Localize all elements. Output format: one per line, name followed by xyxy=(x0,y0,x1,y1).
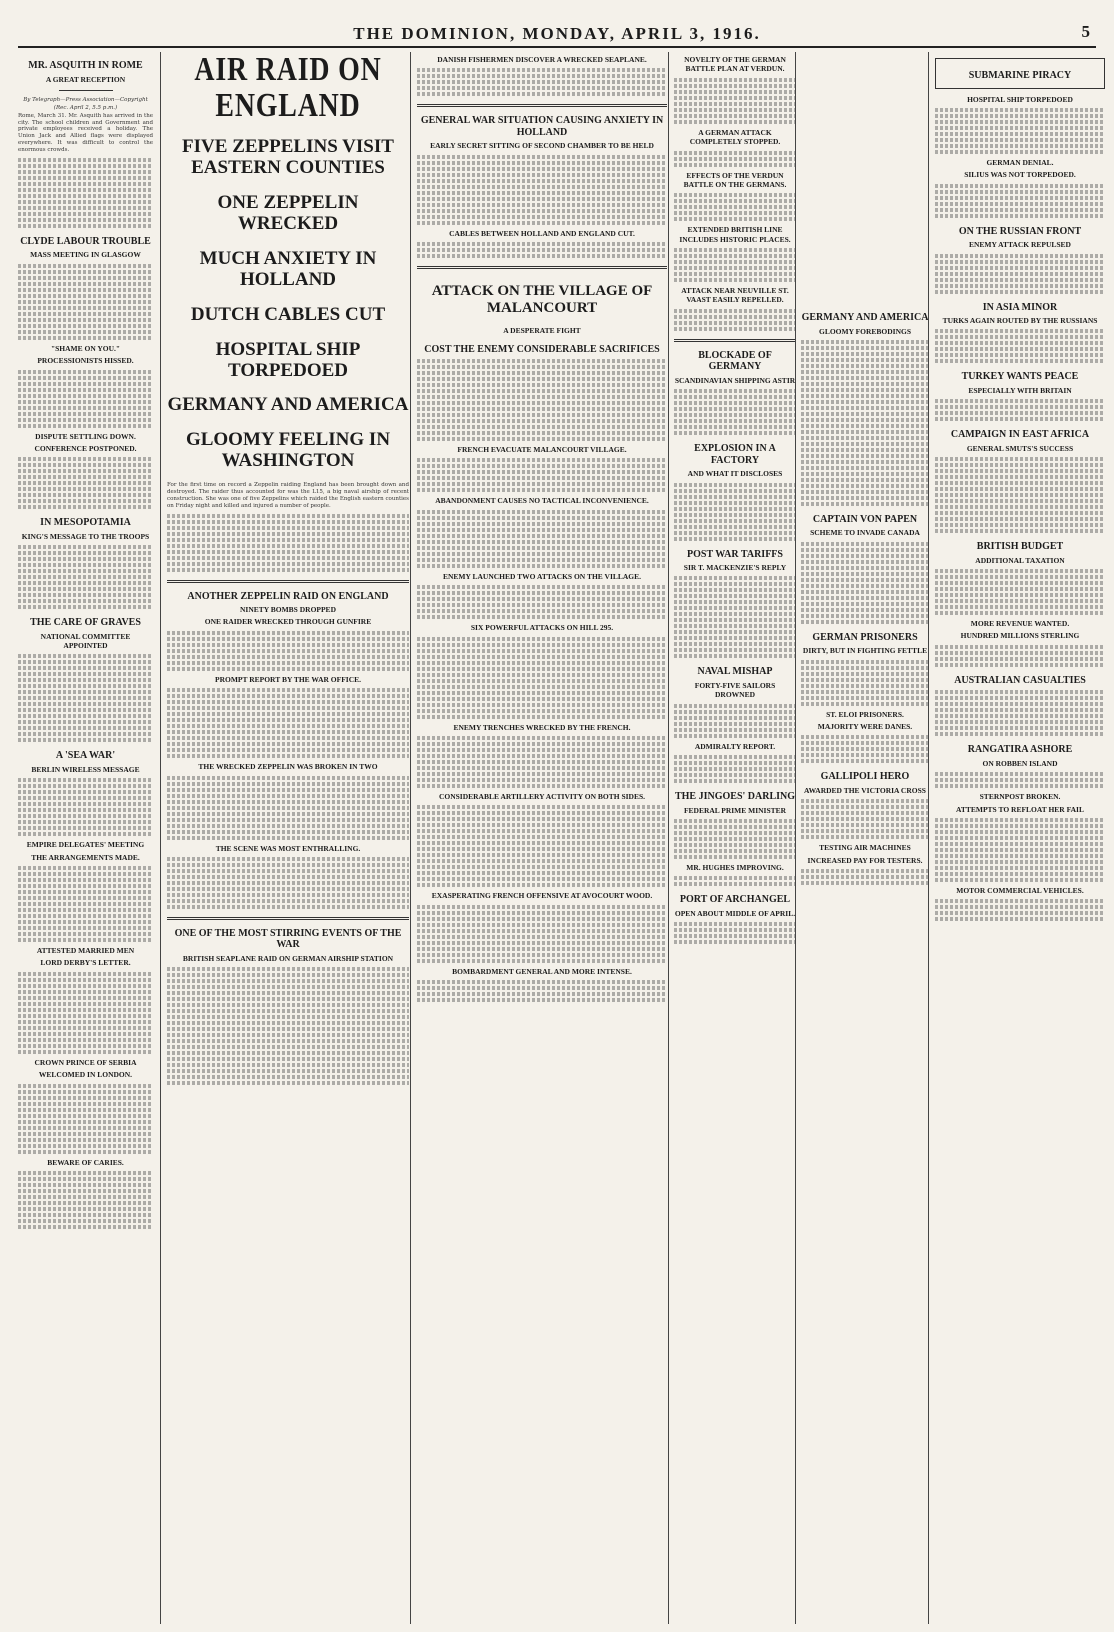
column-3 xyxy=(410,52,673,1624)
subhead-danes: MAJORITY WERE DANES. xyxy=(817,722,913,731)
lead-paragraph: For the first time on record a Zeppelin raiding England has been brought down and destroyed. The raider thus accounted for was the L15, a big naval airship of recent construction. She was one of five Zeppelins which raided the English eastern counties on Friday night and killed and injured a number of people. xyxy=(167,482,409,509)
masthead xyxy=(18,22,1096,48)
subhead-german-denial: GERMAN DENIAL. xyxy=(986,157,1054,167)
subhead-discloses: AND WHAT IT DISCLOSES xyxy=(687,469,783,479)
subhead-broken: THE WRECKED ZEPPELIN WAS BROKEN IN TWO xyxy=(198,762,378,772)
subhead-derby: LORD DERBY'S LETTER. xyxy=(40,958,131,968)
headline-submarine: SUBMARINE PIRACY xyxy=(968,70,1072,81)
headline-casualties: AUSTRALIAN CASUALTIES xyxy=(954,674,1086,686)
headline-russian-front: ON THE RUSSIAN FRONT xyxy=(958,225,1082,237)
headline-motor: MOTOR COMMERCIAL VEHICLES. xyxy=(956,885,1084,895)
headline-clyde: CLYDE LABOUR TROUBLE xyxy=(20,235,151,247)
subhead-sacrifices: COST THE ENEMY CONSIDERABLE SACRIFICES xyxy=(424,343,660,355)
subhead-repulsed: ENEMY ATTACK REPULSED xyxy=(969,240,1071,250)
headline-gallipoli: GALLIPOLI HERO xyxy=(820,771,910,783)
headline-archangel: PORT OF ARCHANGEL xyxy=(679,894,791,906)
subhead-hill-295: SIX POWERFUL ATTACKS ON HILL 295. xyxy=(470,623,614,633)
headline-danish: DANISH FISHERMEN DISCOVER A WRECKED SEAPLANE. xyxy=(437,55,647,64)
headline-stirring: ONE OF THE MOST STIRRING EVENTS OF THE WAR xyxy=(174,927,402,951)
headline-washington: GLOOMY FEELING IN WASHINGTON xyxy=(185,429,391,472)
headline-malancourt: ATTACK ON THE VILLAGE OF MALANCOURT xyxy=(431,283,653,316)
subhead-trenches: ENEMY TRENCHES WRECKED BY THE FRENCH. xyxy=(453,722,631,732)
subhead-war-office: PROMPT REPORT BY THE WAR OFFICE. xyxy=(214,674,361,684)
headline-budget: BRITISH BUDGET xyxy=(976,541,1064,553)
headline-zeppelins: FIVE ZEPPELINS VISIT EASTERN COUNTIES xyxy=(182,136,394,179)
headline-rangatira: RANGATIRA ASHORE xyxy=(967,744,1073,756)
subhead-britain: ESPECIALLY WITH BRITAIN xyxy=(968,385,1072,395)
headline-another-raid: ANOTHER ZEPPELIN RAID ON ENGLAND xyxy=(187,590,389,602)
subhead-seaplane-raid: BRITISH SEAPLANE RAID ON GERMAN AIRSHIP STATION xyxy=(182,953,394,963)
headline-empire-delegates: EMPIRE DELEGATES' MEETING xyxy=(26,840,145,850)
subhead-artillery: CONSIDERABLE ARTILLERY ACTIVITY ON BOTH SIDES. xyxy=(438,791,646,801)
column-4 xyxy=(668,52,801,1624)
article-body: Rome, March 31. Mr. Asquith has arrived in the city. The school children and Government and private employees received a holiday. The Union Jack and Allied flags were displayed everywhere. It was difficult to control the enormous crowds. xyxy=(18,112,153,153)
headline-asia-minor: IN ASIA MINOR xyxy=(982,301,1058,313)
headline-graves: THE CARE OF GRAVES xyxy=(30,617,141,629)
subhead-april: OPEN ABOUT MIDDLE OF APRIL. xyxy=(674,908,796,918)
headline-naval-mishap: NAVAL MISHAP xyxy=(697,666,773,678)
headline-attested: ATTESTED MARRIED MEN xyxy=(36,946,135,955)
subhead-robben: ON ROBBEN ISLAND xyxy=(982,758,1058,768)
subhead-welcomed: WELCOMED IN LONDON. xyxy=(38,1070,133,1080)
headline-turkey-peace: TURKEY WANTS PEACE xyxy=(961,371,1079,383)
subhead-committee: NATIONAL COMMITTEE APPOINTED xyxy=(40,631,131,650)
subhead-glasgow: MASS MEETING IN GLASGOW xyxy=(30,250,141,260)
subhead-hospital-torpedoed: HOSPITAL SHIP TORPEDOED xyxy=(967,94,1073,104)
headline-prisoners: GERMAN PRISONERS xyxy=(812,631,918,643)
subhead-federal: FEDERAL PRIME MINISTER xyxy=(683,805,787,815)
subhead-turks-routed: TURKS AGAIN ROUTED BY THE RUSSIANS xyxy=(942,316,1098,325)
subhead-vc: AWARDED THE VICTORIA CROSS xyxy=(804,785,926,795)
headline-cables: DUTCH CABLES CUT xyxy=(190,303,386,325)
main-headline: AIR RAID ON ENGLAND xyxy=(194,52,382,124)
headline-hospital-ship: HOSPITAL SHIP TORPEDOED xyxy=(215,338,361,381)
subhead-hughes: MR. HUGHES IMPROVING. xyxy=(686,862,784,872)
subhead-st-eloi: ST. ELOI PRISONERS. xyxy=(826,709,904,719)
headline-verdun-novelty: NOVELTY OF THE GERMAN BATTLE PLAN AT VERDUN. xyxy=(684,55,786,74)
subhead-bombardment: BOMBARDMENT GENERAL AND MORE INTENSE. xyxy=(452,966,632,976)
subhead-cables-cut: CABLES BETWEEN HOLLAND AND ENGLAND CUT. xyxy=(449,228,635,238)
headline-british-line: EXTENDED BRITISH LINE INCLUDES HISTORIC PLACES. xyxy=(679,225,791,244)
headline-explosion: EXPLOSION IN A FACTORY xyxy=(694,443,776,466)
headline-air-machines: TESTING AIR MACHINES xyxy=(819,843,911,853)
headline-attack-stopped: A GERMAN ATTACK COMPLETELY STOPPED. xyxy=(689,127,781,147)
subhead-berlin: BERLIN WIRELESS MESSAGE xyxy=(31,764,140,774)
subhead-dispute: DISPUTE SETTLING DOWN. xyxy=(35,431,136,441)
headline-mesopotamia: IN MESOPOTAMIA xyxy=(40,517,131,529)
headline-germany-america-2: GERMANY AND AMERICA xyxy=(801,312,929,323)
received: (Rec. April 2, 5.5 p.m.) xyxy=(53,104,118,111)
subhead-hissed: PROCESSIONISTS HISSED. xyxy=(37,356,134,366)
headline-von-papen: CAPTAIN VON PAPEN xyxy=(812,513,918,525)
column-2 xyxy=(160,52,415,1624)
headline-blockade: BLOCKADE OF GERMANY xyxy=(698,349,772,373)
advert-caries: BEWARE OF CARIES. xyxy=(47,1157,124,1167)
subhead-conference: CONFERENCE POSTPONED. xyxy=(34,443,137,453)
subhead-gunfire: ONE RAIDER WRECKED THROUGH GUNFIRE xyxy=(204,617,372,627)
subhead-reception: A GREAT RECEPTION xyxy=(45,74,126,84)
subhead-admiralty: ADMIRALTY REPORT. xyxy=(694,741,776,751)
headline-jingoes: THE JINGOES' DARLING xyxy=(674,791,796,802)
headline-germany-america: GERMANY AND AMERICA xyxy=(167,394,409,416)
subhead-pay: INCREASED PAY FOR TESTERS. xyxy=(807,855,923,865)
subhead-hundred-millions: HUNDRED MILLIONS STERLING xyxy=(960,631,1080,641)
headline-neuville: ATTACK NEAR NEUVILLE ST. VAAST EASILY REPELLED. xyxy=(681,286,789,305)
subhead-avocourt: EXASPERATING FRENCH OFFENSIVE AT AVOCOURT WOOD. xyxy=(431,891,653,901)
page-number: 5 xyxy=(1081,22,1092,41)
subhead-enthralling: THE SCENE WAS MOST ENTHRALLING. xyxy=(215,843,361,853)
headline-asquith: MR. ASQUITH IN ROME xyxy=(28,60,143,71)
subhead-scandinavian: SCANDINAVIAN SHIPPING ASTIR xyxy=(674,375,796,385)
subhead-revenue: MORE REVENUE WANTED. xyxy=(970,619,1070,628)
subhead-evacuate: FRENCH EVACUATE MALANCOURT VILLAGE. xyxy=(457,445,627,454)
subhead-taxation: ADDITIONAL TAXATION xyxy=(975,555,1065,565)
subhead-secret-sitting: EARLY SECRET SITTING OF SECOND CHAMBER TO BE HELD xyxy=(430,141,654,151)
subhead-drowned: FORTY-FIVE SAILORS DROWNED xyxy=(694,680,776,700)
subhead-ninety-bombs: NINETY BOMBS DROPPED xyxy=(240,605,336,615)
headline-holland: MUCH ANXIETY IN HOLLAND xyxy=(199,247,377,290)
subhead-canada: SCHEME TO INVADE CANADA xyxy=(810,528,920,538)
subhead-silius: SILIUS WAS NOT TORPEDOED. xyxy=(964,170,1076,180)
headline-war-situation: GENERAL WAR SITUATION CAUSING ANXIETY IN HOLLAND xyxy=(420,115,664,138)
column-6 xyxy=(928,52,1105,1624)
credit: By Telegraph—Press Association—Copyright xyxy=(23,96,148,103)
subhead-refloat: ATTEMPTS TO REFLOAT HER FAIL xyxy=(956,804,1084,814)
headline-tariffs: POST WAR TARIFFS xyxy=(687,548,783,560)
subhead-fettle: DIRTY, BUT IN FIGHTING FETTLE xyxy=(802,646,928,656)
subhead-kings-message: KING'S MESSAGE TO THE TROOPS xyxy=(21,531,150,541)
subhead-arrangements: THE ARRANGEMENTS MADE. xyxy=(31,852,140,862)
subhead-two-attacks: ENEMY LAUNCHED TWO ATTACKS ON THE VILLAGE. xyxy=(442,571,642,581)
subhead-smuts: GENERAL SMUTS'S SUCCESS xyxy=(966,443,1074,453)
headline-east-africa: CAMPAIGN IN EAST AFRICA xyxy=(950,429,1090,441)
box-submarine xyxy=(935,58,1105,89)
headline-verdun-effects: EFFECTS OF THE VERDUN BATTLE ON THE GERMANS. xyxy=(683,170,787,189)
headline-wrecked: ONE ZEPPELIN WRECKED xyxy=(217,192,359,235)
subhead-shame: "SHAME ON YOU." xyxy=(50,343,121,353)
subhead-abandonment: ABANDONMENT CAUSES NO TACTICAL INCONVENIENCE. xyxy=(435,496,649,506)
column-1 xyxy=(18,52,158,1624)
headline-sea-war: A 'SEA WAR' xyxy=(55,750,116,762)
masthead-title: THE DOMINION, MONDAY, APRIL 3, 1916. xyxy=(353,24,761,43)
subhead-desperate: A DESPERATE FIGHT xyxy=(503,326,581,336)
column-5 xyxy=(795,52,934,1624)
subhead-mackenzie: SIR T. MACKENZIE'S REPLY xyxy=(683,563,787,572)
subhead-sternpost: STERNPOST BROKEN. xyxy=(979,792,1061,802)
headline-serbia: CROWN PRINCE OF SERBIA xyxy=(34,1057,137,1067)
subhead-forebodings: GLOOMY FOREBODINGS xyxy=(818,326,912,336)
